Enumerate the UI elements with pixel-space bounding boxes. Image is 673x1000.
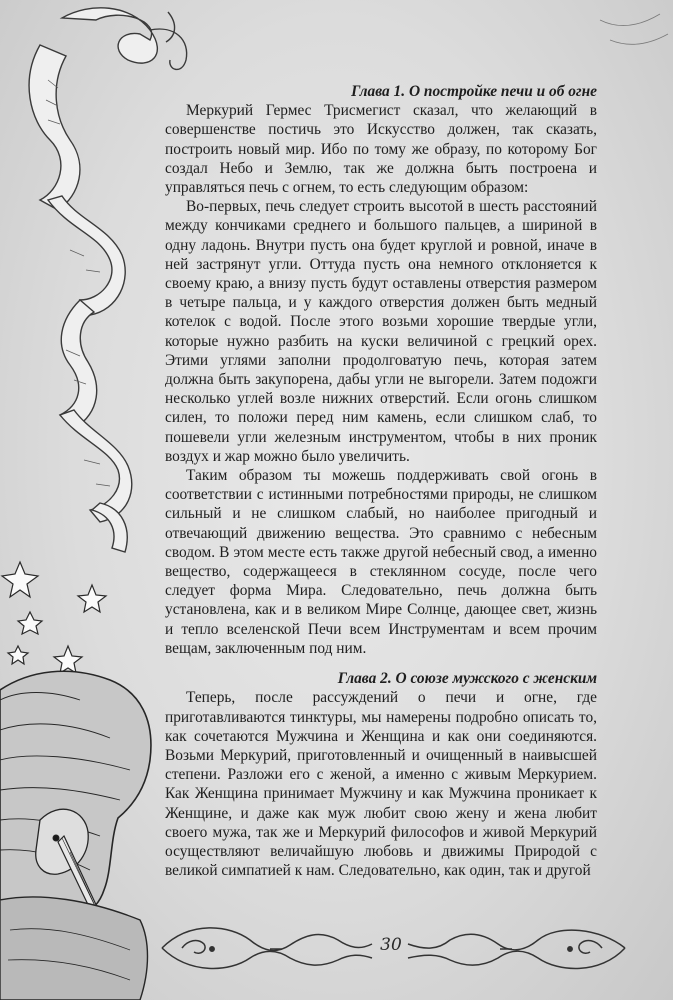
chapter-2-paragraph: Теперь, после рассуждений о печи и огне, где приготавливаются тинктуры, мы намерены подробно описать то, как сочетаются Мужчина и Женщина и как они соединяются. Возьми Меркурий, приготовленный и очищенный в наивысшей степени. Разложи его с женой, а именно с живым Меркурием. Как Женщина принимает Мужчину и как Мужчина проникает к Женщине, и даже как муж любит свою жену и жена любит своего мужа, так же и Меркурий философов и живой Меркурий осуществляют величайшую любовь и движимы Природой с великой симпатией к нам. Следовательно, как один, так и другой — [165, 689, 597, 880]
chapter-1-title: Глава 1. О постройке печи и об огне — [351, 83, 597, 100]
ribbon-banner-icon — [29, 8, 187, 552]
chapter-2-title: Глава 2. О союзе мужского с женским — [337, 670, 597, 688]
unicorn-illustration — [0, 671, 151, 1000]
chapter-1-paragraph: Меркурий Гермес Трисмегист сказал, что желающий в совершенстве постичь это Искусство должен, так сказать, построить новый мир. Ибо по тому же образу, по которому Бог создал Небо и Землю, так же должна быть построена и управляться печь с огнем, то есть следующим образом: — [165, 102, 597, 197]
chapter-1-paragraph: Во-первых, печь следует строить высотой в шесть расстояний между кончиками среднего и большого пальцев, а шириной в одну ладонь. Внутри пусть она будет круглой и ровной, иначе в ней застрянут угли. Оттуда пусть она немного отклоняется к своему краю, а внизу пусть будут оставлены отверстия размером в четыре пальца, и у каждого отверстия должен быть медный котелок с водой. После этого возьми хорошие твердые угли, которые нужно разбить на куски величиной с грецкий орех. Этими углями заполни продолговатую печь, которая затем должна быть закупорена, дабы угли не выгорели. Затем подожги несколько углей возле нижних отверстий. Если огонь слишком силен, то положи перед ним камень, если слишком слаб, то пошевели угли железным инструментом, чтобы в них проник воздух и жар можно было увеличить. — [165, 198, 597, 465]
page-number: 30 — [380, 935, 402, 955]
chapter-1-paragraph: Таким образом ты можешь поддерживать свой огонь в соответствии с истинными потребностями природы, не слишком сильный и не слишком слабый, но наиболее пригодный и отвечающий движению вещества. Это сравнимо с небесным сводом. В этом месте есть также другой небесный свод, а именно вещество, содержащееся в стеклянном сосуде, после чего следует форма Мира. Следовательно, печь должна быть установлена, как и в великом Мире Солнце, дающее свет, жизнь и тепло вселенской Печи всем Инструментам и всем прочим вещам, заключенным под ним. — [165, 467, 597, 657]
main-text-column — [165, 82, 597, 880]
star-icon — [2, 562, 106, 673]
